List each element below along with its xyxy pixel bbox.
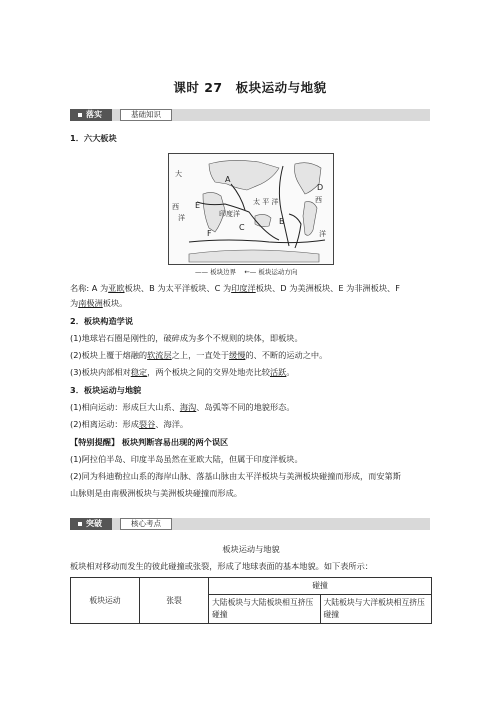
heading-plate-theory: 2．板块构造学说	[70, 316, 134, 326]
text: (2)相离运动：形成	[70, 419, 139, 429]
map-label-b: B	[279, 217, 285, 226]
legend-boundary: 板块边界	[210, 268, 237, 276]
map-label-f: F	[207, 229, 212, 238]
theory-item-3	[70, 366, 432, 379]
answer-f: 南极洲	[78, 298, 103, 308]
map-label-indian: 印度洋	[219, 210, 240, 218]
answer: 稳定	[130, 367, 148, 377]
text: 之上，一直处于	[171, 350, 230, 360]
heading-plate-motion: 3．板块运动与地貌	[70, 385, 142, 395]
tip-item-2-line1: (2)同为科迪勒拉山系的海岸山脉、落基山脉由太平洋板块与美洲板块碰撞而形成，而安第斯	[70, 471, 401, 481]
motion-item-1	[70, 401, 432, 414]
answer: 活跃	[269, 367, 287, 377]
map-label-d: D	[317, 183, 324, 192]
tip-item-2-line2: 山脉则是由南极洲板块与美洲板块碰撞而形成。	[70, 488, 242, 498]
table-row	[71, 578, 432, 595]
text: 。	[286, 367, 295, 377]
continent-south-america	[303, 202, 317, 236]
arrow-left-icon: ←—	[244, 268, 257, 276]
boundary-line-icon: ——	[195, 268, 208, 276]
plate-names-line1	[70, 282, 432, 295]
section-tag	[70, 109, 112, 121]
map-label-yang-right: 洋	[319, 230, 326, 238]
table-cell-collision: 碰撞	[209, 578, 432, 595]
plate-names-line2	[70, 297, 432, 310]
tip-tag: 【特别提醒】	[70, 437, 120, 447]
square-icon	[78, 522, 82, 526]
plate-motion-table	[70, 577, 432, 624]
map-label-xi-right: 西	[315, 196, 322, 204]
text: 、岛弧等不同的地貌形态。	[196, 402, 295, 412]
continent-eurasia	[209, 160, 279, 190]
special-tip	[70, 436, 432, 449]
section-tag-text: 落实	[86, 109, 102, 119]
theory-item-1: (1)地球岩石圈是刚性的，破碎成为多个不规则的块体，即板块。	[70, 333, 303, 343]
page-title: 课时 27 板块运动与地貌	[173, 80, 327, 95]
answer: 海沟	[179, 402, 197, 412]
legend-direction: 板块运动方向	[258, 268, 298, 276]
table-cell-oceanic: 大陆板块与大洋板块相互挤压碰撞	[320, 595, 432, 624]
theory-item-2	[70, 349, 432, 362]
sub-title: 板块运动与地貌	[222, 544, 280, 554]
text: 为	[70, 298, 79, 308]
table-cell-motion: 板块运动	[71, 578, 140, 624]
tip-text: 板块判断容易出现的两个误区	[121, 437, 229, 447]
plate-map-svg	[169, 154, 333, 264]
text: 板块。	[102, 298, 128, 308]
answer: 软流层	[147, 350, 172, 360]
plate-map	[168, 153, 334, 265]
table-cell-continental: 大陆板块与大陆板块相互挤压碰撞	[209, 595, 321, 624]
text: 、海洋。	[155, 419, 189, 429]
answer-c: 印度洋	[231, 283, 256, 293]
text: 名称: A 为	[70, 283, 109, 293]
map-label-e: E	[195, 201, 201, 210]
map-label-a: A	[225, 175, 231, 184]
text: (3)板块内部相对	[70, 367, 131, 377]
text: (2)板块上覆于熔融的	[70, 350, 148, 360]
answer: 缓慢	[229, 350, 246, 360]
map-label-xi-left: 西	[172, 203, 179, 211]
map-label-pacific: 太 平 洋	[253, 198, 279, 206]
map-label-c: C	[239, 223, 245, 232]
map-label-yang-left: 洋	[178, 214, 185, 222]
tip-item-1: (1)阿拉伯半岛、印度半岛虽然在亚欧大陆，但属于印度洋板块。	[70, 454, 303, 464]
continent-australia	[255, 214, 271, 226]
map-label-da: 大	[175, 170, 182, 178]
square-icon	[78, 113, 82, 117]
plate-boundary-4	[189, 240, 325, 243]
text: 板块、D 为美洲板块、E 为非洲板块、F	[255, 283, 400, 293]
text: ，两个板块之间的交界处地壳比较	[147, 367, 270, 377]
table-cell-rift: 张裂	[140, 578, 209, 624]
heading-six-plates: 1．六大板块	[70, 133, 117, 143]
intro-text: 板块相对移动而发生的彼此碰撞或张裂，形成了地球表面的基本地貌。如下表所示：	[70, 561, 373, 571]
text: 板块、B 为太平洋板块、C 为	[124, 283, 232, 293]
section-tag-text: 突破	[86, 518, 102, 528]
section-label: 基础知识	[120, 109, 172, 121]
answer-a: 亚欧	[108, 283, 125, 293]
answer: 裂谷	[138, 419, 156, 429]
section-bar-basics	[70, 109, 430, 121]
map-legend	[195, 267, 297, 277]
section-bar-core	[70, 518, 430, 530]
text: 的、不断的运动之中。	[245, 350, 328, 360]
motion-item-2	[70, 418, 432, 431]
section-tag	[70, 518, 112, 530]
text: (1)相向运动：形成巨大山系、	[70, 402, 180, 412]
continent-antarctica	[189, 250, 319, 262]
section-label: 核心考点	[120, 518, 172, 530]
plate-boundary-2	[279, 166, 289, 246]
